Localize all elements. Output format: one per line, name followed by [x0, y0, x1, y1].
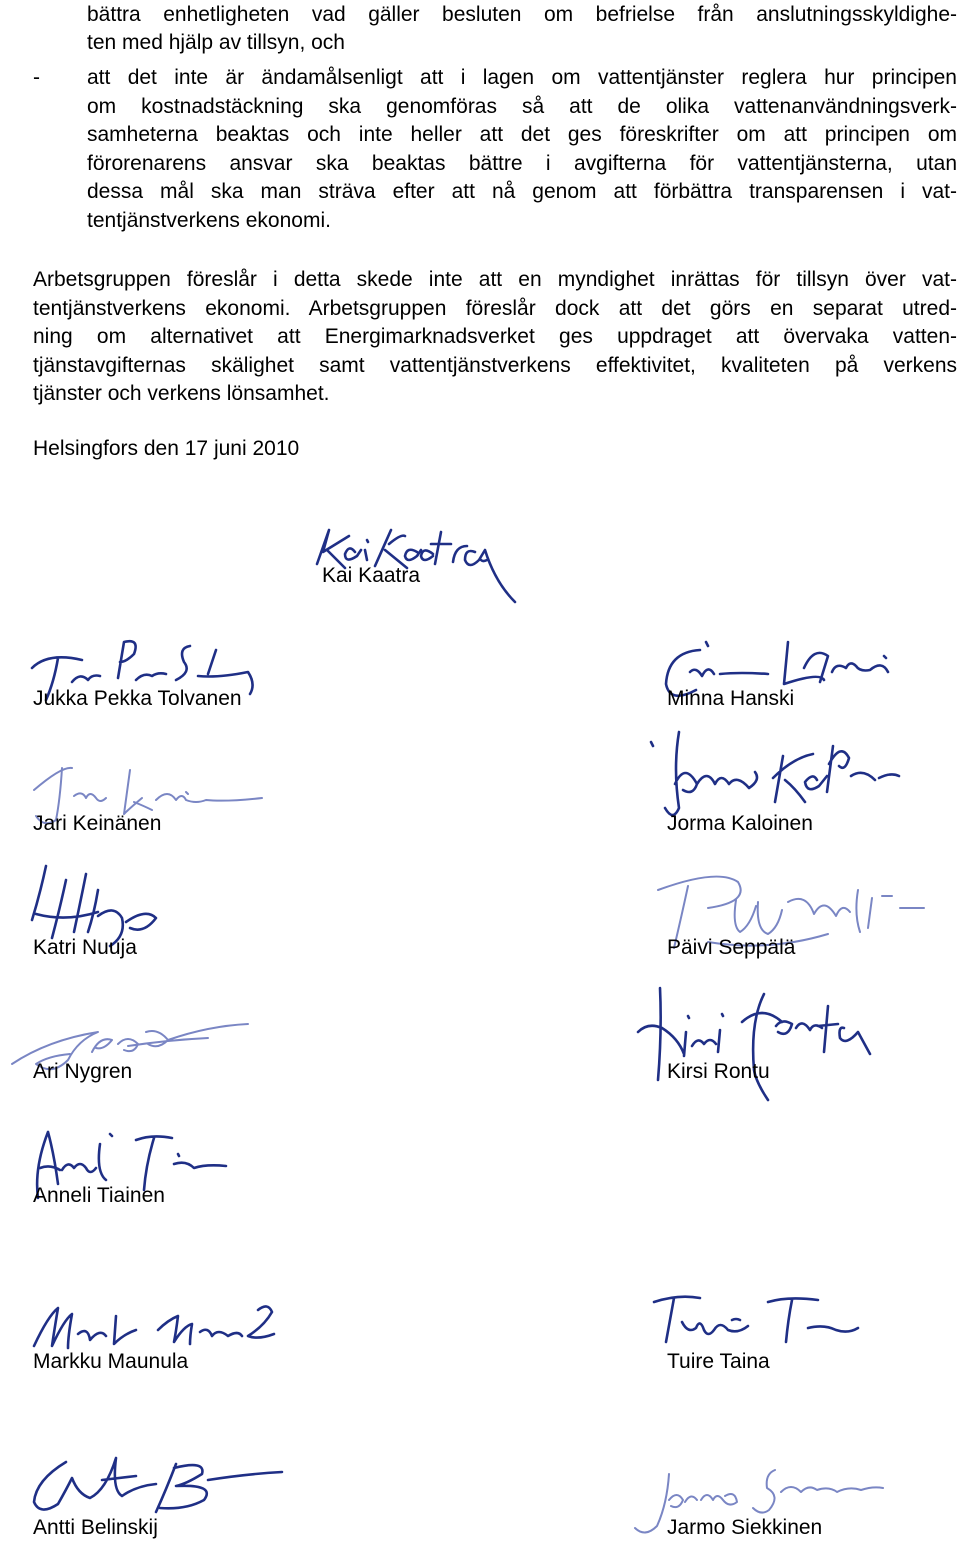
list-dash: - [33, 66, 40, 89]
signatory-name-paivi-seppala: Päivi Seppälä [667, 936, 796, 959]
text-line: tjänster och verkens lönsamhet. [33, 382, 330, 405]
place-date: Helsingfors den 17 juni 2010 [33, 437, 300, 460]
signatory-name-katri-nuuja: Katri Nuuja [33, 936, 137, 959]
signatory-name-markku-maunula: Markku Maunula [33, 1350, 189, 1373]
signatory-name-kai-kaatra: Kai Kaatra [322, 564, 421, 587]
signatory-name-jukka-pekka-tolvanen: Jukka Pekka Tolvanen [33, 687, 242, 710]
paragraph [33, 266, 957, 409]
text-line: förorenarens ansvar ska beaktas bättre i avgifterna för vattentjänsterna, utan [87, 151, 957, 175]
signatory-name-minna-hanski: Minna Hanski [667, 687, 795, 710]
text-line: dessa mål ska man sträva efter att nå genom att förbättra transparensen i vat- [87, 180, 957, 203]
text-line: Arbetsgruppen föreslår i detta skede inte att en myndighet inrättas för tillsyn över vat- [33, 268, 957, 291]
signatory-name-ari-nygren: Ari Nygren [33, 1060, 133, 1083]
text-line: samheterna beaktas och inte heller att det ges föreskrifter om att principen om [87, 123, 957, 146]
signature-kirsi-rontu [632, 982, 882, 1106]
signature-tuire-taina [648, 1290, 863, 1350]
text-line: tentjänstverkens ekonomi. Arbetsgruppen föreslår dock att det görs en separat utred- [33, 296, 957, 320]
list-item-bullet [87, 64, 957, 235]
text-line: ning om alternativet att Energimarknadsverket ges uppdraget att övervaka vatten- [33, 325, 957, 348]
text-line: tentjänstverkens ekonomi. [87, 208, 331, 232]
list-item-continuation [87, 1, 957, 30]
text-line: om kostnadstäckning ska genomföras så att de olika vattenanvändningsverk- [87, 94, 957, 118]
signatory-name-jarmo-siekkinen: Jarmo Siekkinen [667, 1516, 823, 1539]
text-line: tjänstavgifternas skälighet samt vattentjänstverkens effektivitet, kvaliteten på verkens [33, 353, 957, 377]
signature-markku-maunula [28, 1296, 278, 1356]
signatory-name-jari-keinanen: Jari Keinänen [33, 812, 162, 835]
text-line: att det inte är ändamålsenligt att i lagen om vattentjänster reglera hur principen [87, 66, 957, 89]
signatory-name-anneli-tiainen: Anneli Tiainen [33, 1184, 165, 1207]
text-line: bättra enhetligheten vad gäller besluten om befrielse från anslutningsskyldighe- [87, 3, 957, 26]
signatory-name-jorma-kaloinen: Jorma Kaloinen [667, 812, 813, 835]
signatory-name-antti-belinskij: Antti Belinskij [33, 1516, 158, 1539]
signatory-name-kirsi-rontu: Kirsi Rontu [667, 1060, 770, 1083]
text-line: ten med hjälp av tillsyn, och [87, 31, 345, 54]
signature-antti-belinskij [26, 1450, 286, 1520]
signatory-name-tuire-taina: Tuire Taina [667, 1350, 770, 1373]
